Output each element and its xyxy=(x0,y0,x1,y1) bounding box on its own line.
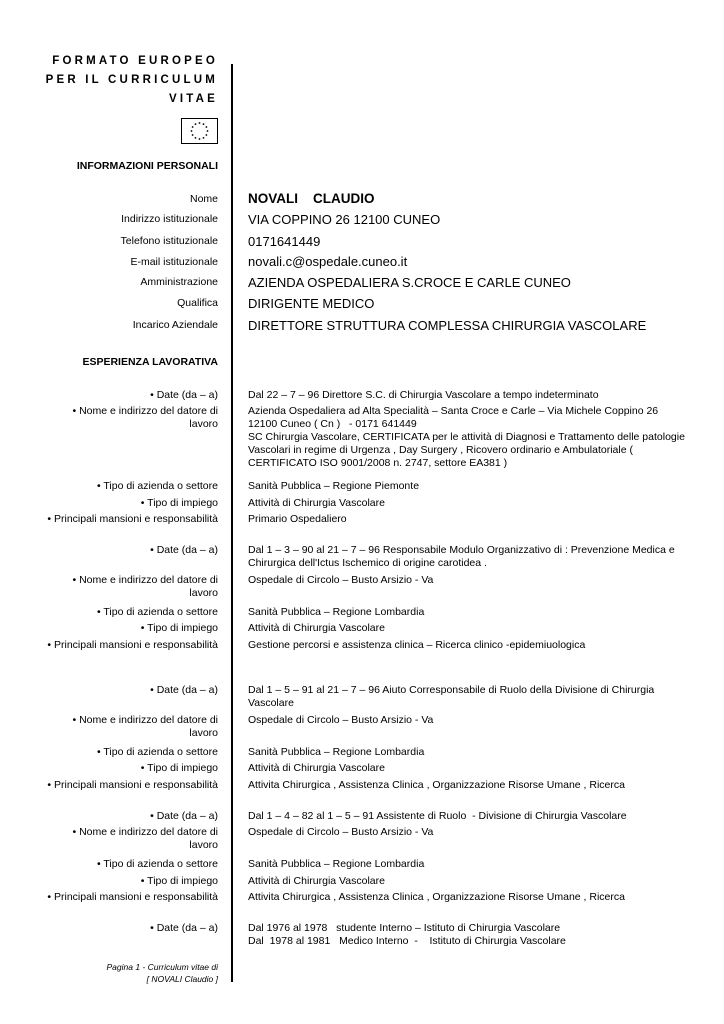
footer-line: Pagina 1 - Curriculum vitae di xyxy=(106,962,218,972)
label-job-type: • Tipo di impiego xyxy=(140,497,218,509)
label-employer-line: • Nome e indirizzo del datore di xyxy=(72,574,218,586)
entry-date-line: Dal 1 – 5 – 91 al 21 – 7 – 96 Aiuto Corresponsabile di Ruolo della Divisione di Chirurgia xyxy=(248,684,655,696)
label-employer-line: lavoro xyxy=(189,727,218,739)
value-amministrazione: AZIENDA OSPEDALIERA S.CROCE E CARLE CUNEO xyxy=(248,275,571,290)
eu-flag-logo xyxy=(181,118,218,144)
entry-employer: Ospedale di Circolo – Busto Arsizio - Va xyxy=(248,714,434,726)
employer-line: Vascolari in regime di Urgenza , Day Surgery , Ricovero ordinario e Ambulatoriale ( xyxy=(248,444,633,456)
label-employer-line: lavoro xyxy=(189,587,218,599)
footer-line: [ NOVALI Claudio ] xyxy=(146,974,218,984)
label-employer-line: lavoro xyxy=(189,418,218,430)
entry-job-type: Attività di Chirurgia Vascolare xyxy=(248,497,385,509)
entry-company-type: Sanità Pubblica – Regione Piemonte xyxy=(248,480,420,492)
entry-duties: Primario Ospedaliero xyxy=(248,513,347,525)
cv-title-line: VITAE xyxy=(168,93,218,105)
label-date: • Date (da – a) xyxy=(150,922,218,934)
cv-title-line: PER IL CURRICULUM xyxy=(45,74,218,86)
label-company-type: • Tipo di azienda o settore xyxy=(96,746,218,758)
section-experience-title: ESPERIENZA LAVORATIVA xyxy=(82,356,218,368)
entry-date xyxy=(248,544,688,570)
entry-employer: Ospedale di Circolo – Busto Arsizio - Va xyxy=(248,826,434,838)
entry-date-line: Chirurgica dell'Ictus Ischemico di origine carotidea . xyxy=(248,557,487,569)
label-job-type: • Tipo di impiego xyxy=(140,762,218,774)
label-employer xyxy=(18,405,218,431)
entry-date-text: Dal 22 – 7 – 96 Direttore S.C. di Chirurgia Vascolare a tempo indeterminato xyxy=(248,389,599,401)
label-nome: Nome xyxy=(189,193,218,205)
label-employer xyxy=(18,826,218,852)
entry-job-type: Attività di Chirurgia Vascolare xyxy=(248,622,385,634)
entry-company-type: Sanità Pubblica – Regione Lombardia xyxy=(248,606,425,618)
entry-employer xyxy=(248,405,688,470)
entry-date xyxy=(248,684,688,710)
label-employer-line: • Nome e indirizzo del datore di xyxy=(72,714,218,726)
value-telefono: 0171641449 xyxy=(248,234,321,249)
label-telefono: Telefono istituzionale xyxy=(120,235,218,247)
employer-line: 12100 Cuneo ( Cn ) - 0171 641449 xyxy=(248,418,417,430)
label-employer xyxy=(18,574,218,600)
label-company-type: • Tipo di azienda o settore xyxy=(96,606,218,618)
entry-date: Dal 1 – 4 – 82 al 1 – 5 – 91 Assistente di Ruolo - Divisione di Chirurgia Vascolare xyxy=(248,810,627,822)
label-date: • Date (da – a) xyxy=(150,810,218,822)
cv-title xyxy=(46,52,218,109)
entry-company-type: Sanità Pubblica – Regione Lombardia xyxy=(248,858,425,870)
cv-title-line: FORMATO EUROPEO xyxy=(52,55,218,67)
employer-line: Azienda Ospedaliera ad Alta Specialità – Santa Croce e Carle – Via Michele Coppino 26 xyxy=(248,405,659,417)
entry-job-type: Attività di Chirurgia Vascolare xyxy=(248,762,385,774)
entry-job-type: Attività di Chirurgia Vascolare xyxy=(248,875,385,887)
entry-employer: Ospedale di Circolo – Busto Arsizio - Va xyxy=(248,574,434,586)
entry-company-type: Sanità Pubblica – Regione Lombardia xyxy=(248,746,425,758)
label-incarico: Incarico Aziendale xyxy=(132,319,218,331)
label-job-type: • Tipo di impiego xyxy=(140,875,218,887)
eu-stars-icon xyxy=(182,119,217,143)
label-employer-line: lavoro xyxy=(189,839,218,851)
employer-line: SC Chirurgia Vascolare, CERTIFICATA per le attività di Diagnosi e Trattamento delle patologie xyxy=(248,431,685,443)
entry-date-line: Dal 1 – 3 – 90 al 21 – 7 – 96 Responsabile Modulo Organizzativo di : Prevenzione Medica e xyxy=(248,544,675,556)
entry-date xyxy=(248,389,688,402)
label-duties: • Principali mansioni e responsabilità xyxy=(47,639,218,651)
entry-duties: Gestione percorsi e assistenza clinica – Ricerca clinico -epidemiuologica xyxy=(248,639,586,651)
entry-date-line: Vascolare xyxy=(248,697,294,709)
label-company-type: • Tipo di azienda o settore xyxy=(96,858,218,870)
entry-duties: Attivita Chirurgica , Assistenza Clinica , Organizzazione Risorse Umane , Ricerca xyxy=(248,891,625,903)
value-incarico: DIRETTORE STRUTTURA COMPLESSA CHIRURGIA VASCOLARE xyxy=(248,318,647,333)
entry-duties: Attivita Chirurgica , Assistenza Clinica , Organizzazione Risorse Umane , Ricerca xyxy=(248,779,625,791)
label-indirizzo: Indirizzo istituzionale xyxy=(121,213,218,225)
employer-line: CERTIFICATO ISO 9001/2008 n. 2747, settore EA381 ) xyxy=(248,457,508,469)
label-date: • Date (da – a) xyxy=(150,544,218,556)
value-email: novali.c@ospedale.cuneo.it xyxy=(248,254,408,269)
entry-date-line: Dal 1978 al 1981 Medico Interno - Istituto di Chirurgia Vascolare xyxy=(248,935,566,947)
section-personal-title: INFORMAZIONI PERSONALI xyxy=(76,160,218,172)
label-date: • Date (da – a) xyxy=(150,684,218,696)
label-email: E-mail istituzionale xyxy=(130,256,218,268)
label-duties: • Principali mansioni e responsabilità xyxy=(47,513,218,525)
label-duties: • Principali mansioni e responsabilità xyxy=(47,779,218,791)
label-amministrazione: Amministrazione xyxy=(140,276,218,288)
label-company-type: • Tipo di azienda o settore xyxy=(96,480,218,492)
label-duties: • Principali mansioni e responsabilità xyxy=(47,891,218,903)
label-employer xyxy=(18,714,218,740)
label-job-type: • Tipo di impiego xyxy=(140,622,218,634)
page-footer xyxy=(18,961,218,985)
label-employer-line: • Nome e indirizzo del datore di xyxy=(72,826,218,838)
label-employer-line: • Nome e indirizzo del datore di xyxy=(72,405,218,417)
value-qualifica: DIRIGENTE MEDICO xyxy=(248,296,375,311)
entry-date-line: Dal 1976 al 1978 studente Interno – Istituto di Chirurgia Vascolare xyxy=(248,922,561,934)
vertical-divider xyxy=(231,64,233,982)
label-qualifica: Qualifica xyxy=(177,297,218,309)
value-nome: NOVALI CLAUDIO xyxy=(248,191,375,206)
label-date: • Date (da – a) xyxy=(150,389,218,401)
entry-date xyxy=(248,922,688,948)
value-indirizzo: VIA COPPINO 26 12100 CUNEO xyxy=(248,212,441,227)
